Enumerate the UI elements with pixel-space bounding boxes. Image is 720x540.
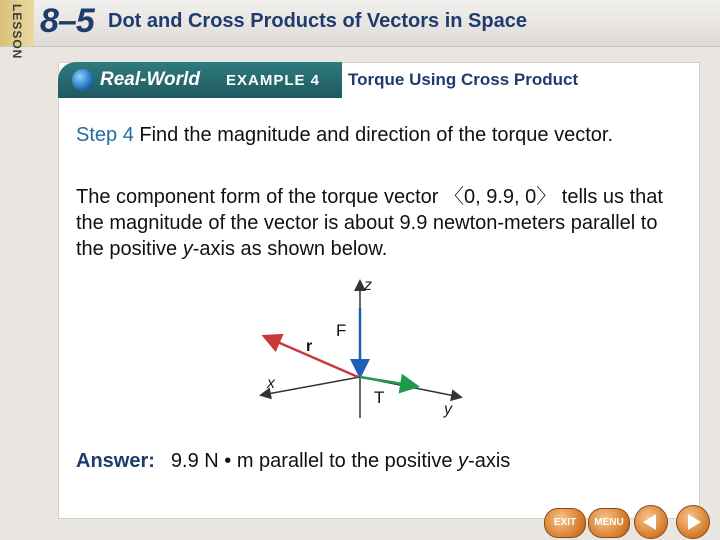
previous-button[interactable]: [634, 505, 668, 539]
answer-axis: y: [458, 450, 469, 472]
real-world-label: Real-World: [100, 69, 200, 90]
answer-line: [76, 450, 510, 473]
lesson-title: Dot and Cross Products of Vectors in Space: [108, 10, 527, 32]
body-paragraph: [76, 184, 666, 262]
next-button[interactable]: [676, 505, 710, 539]
body-text-1: The component form of the torque vector: [76, 186, 444, 208]
y-axis-label: y: [444, 401, 452, 418]
torque-label: T: [374, 388, 385, 407]
answer-text-1: 9.9 N • m parallel to the positive: [170, 450, 459, 472]
x-axis-label: x: [267, 375, 275, 392]
triangle-left-icon: [643, 514, 656, 530]
header-bar: [0, 0, 720, 60]
answer-text-2: -axis: [468, 450, 511, 472]
example-heading: Torque Using Cross Product: [348, 70, 579, 89]
answer-text: [171, 450, 510, 472]
lesson-tab: [0, 0, 34, 60]
body-text-2: tells us that the magnitude of the vector is about 9.9 newton-meters parallel to the positive: [76, 186, 663, 260]
body-axis: y: [182, 238, 193, 260]
example-banner: [58, 62, 342, 98]
example-label: EXAMPLE 4: [226, 72, 321, 89]
menu-button[interactable]: MENU: [588, 508, 630, 538]
torque-arrow: [360, 377, 415, 386]
lesson-word: LESSON: [10, 4, 24, 60]
triangle-right-icon: [688, 514, 701, 530]
globe-icon: [72, 69, 94, 91]
step-label: Step 4: [76, 124, 134, 146]
torque-vector: 〈0, 9.9, 0〉: [443, 186, 557, 208]
answer-label: Answer:: [76, 450, 155, 472]
force-label: F: [336, 321, 347, 340]
step-paragraph: [76, 122, 666, 148]
z-axis-label: z: [364, 277, 372, 294]
exit-button[interactable]: EXIT: [544, 508, 586, 538]
lesson-number: 8–5: [40, 2, 94, 40]
body-text-3: -axis as shown below.: [192, 238, 388, 260]
x-axis: [262, 377, 360, 395]
step-text: Find the magnitude and direction of the torque vector.: [139, 124, 614, 146]
torque-diagram: [250, 270, 480, 430]
r-label: r: [306, 338, 313, 355]
